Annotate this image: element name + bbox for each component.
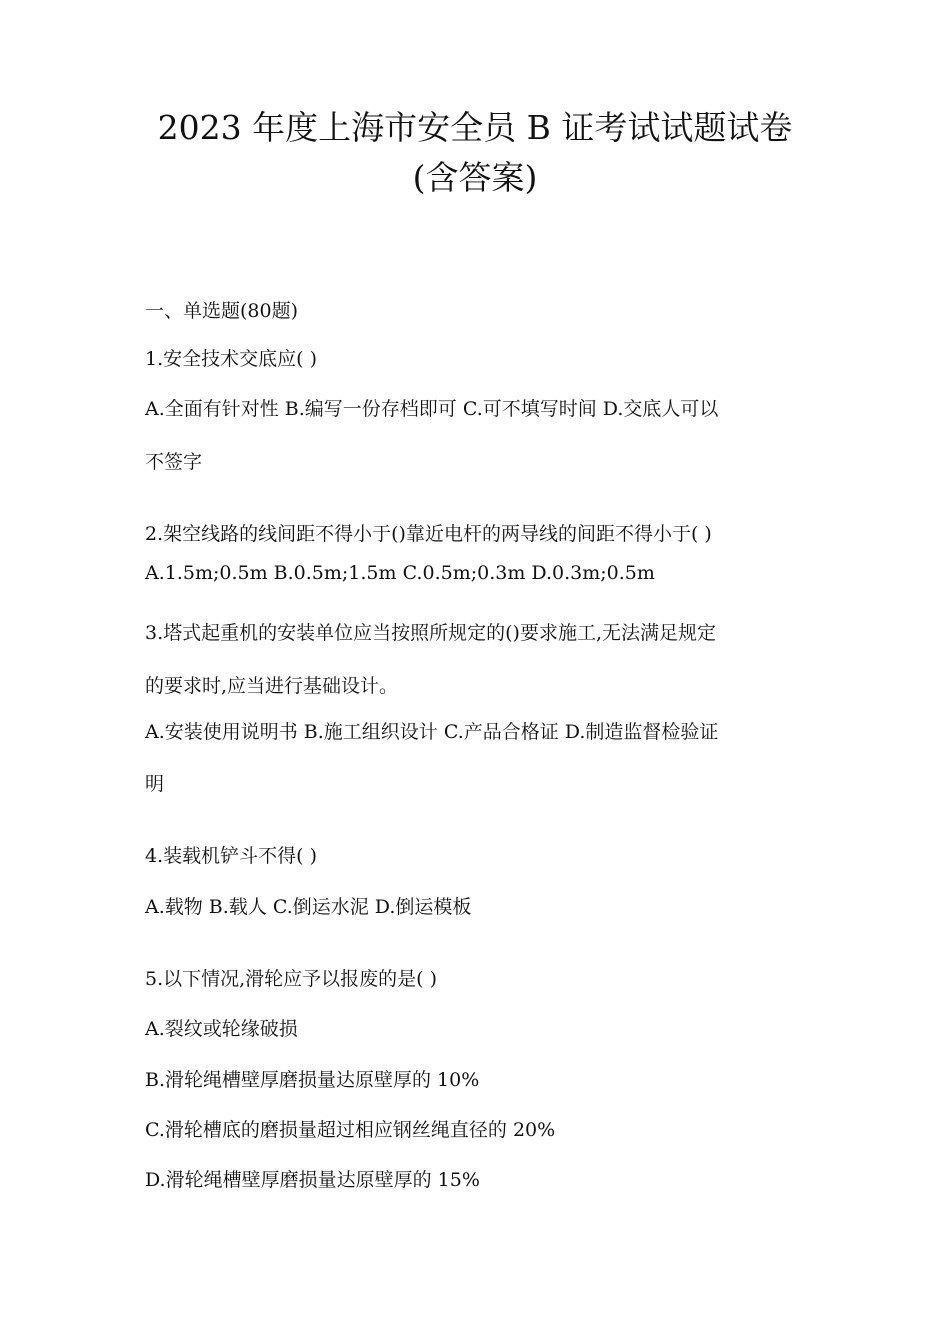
question-5-option-c: C.滑轮槽底的磨损量超过相应钢丝绳直径的 20% — [145, 1119, 556, 1141]
question-5-option-a: A.裂纹或轮缘破损 — [145, 1018, 298, 1040]
question-3-stem: 3.塔式起重机的安装单位应当按照所规定的()要求施工,无法满足规定 — [145, 622, 716, 644]
question-2-options: A.1.5m;0.5m B.0.5m;1.5m C.0.5m;0.3m D.0.3m;0.5m — [145, 562, 655, 584]
question-3-options: A.安装使用说明书 B.施工组织设计 C.产品合格证 D.制造监督检验证 — [145, 721, 719, 743]
question-1-options: A.全面有针对性 B.编写一份存档即可 C.可不填写时间 D.交底人可以 — [145, 398, 719, 420]
document-title-line-2: (含答案) — [412, 158, 538, 197]
question-5-stem: 5.以下情况,滑轮应予以报废的是( ) — [145, 968, 438, 990]
question-5-option-d: D.滑轮绳槽壁厚磨损量达原壁厚的 15% — [145, 1169, 480, 1191]
section-heading: 一、单选题(80题) — [145, 300, 299, 322]
question-3-options-cont: 明 — [145, 773, 165, 795]
question-3-stem-cont: 的要求时,应当进行基础设计。 — [145, 675, 399, 697]
question-5-option-b: B.滑轮绳槽壁厚磨损量达原壁厚的 10% — [145, 1069, 480, 1091]
question-2-stem: 2.架空线路的线间距不得小于()靠近电杆的两导线的间距不得小于( ) — [145, 523, 712, 545]
question-4-options: A.载物 B.载人 C.倒运水泥 D.倒运模板 — [145, 896, 472, 918]
document-title-line-1: 2023 年度上海市安全员 B 证考试试题试卷 — [157, 108, 793, 147]
question-1-options-cont: 不签字 — [145, 451, 203, 473]
question-1-stem: 1.安全技术交底应( ) — [145, 348, 317, 370]
question-4-stem: 4.装载机铲斗不得( ) — [145, 845, 317, 867]
